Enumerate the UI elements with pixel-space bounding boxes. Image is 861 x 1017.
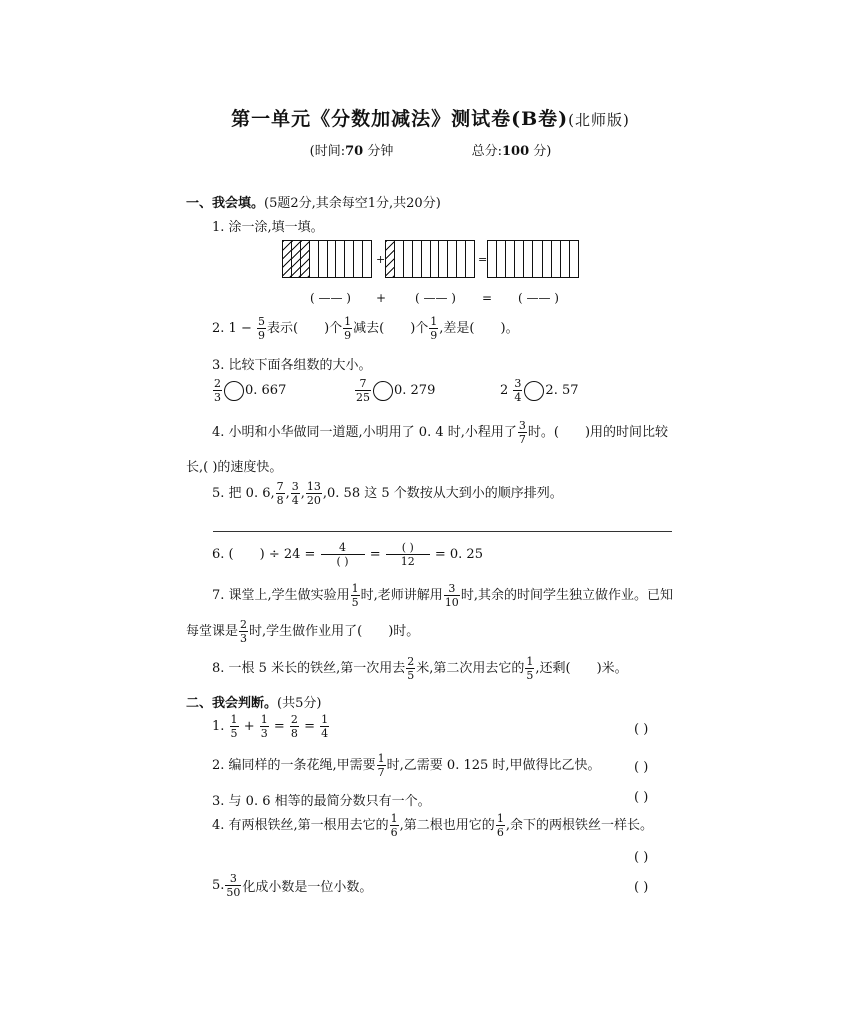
answer-blank-mid[interactable]: ( —— ) [415,291,456,305]
judge-3-text: 3. 与 0. 6 相等的最简分数只有一个。 [212,794,431,809]
empty-cell[interactable] [345,241,354,277]
empty-cell[interactable] [533,241,542,277]
denominator: 8 [290,727,298,740]
judge-2-answer[interactable]: ( ) [634,760,649,775]
q2-text: ,差是( [439,321,475,336]
fraction [513,378,522,403]
numerator: 3 [514,377,522,390]
compare-value-b: 0. 279 [394,383,436,398]
q6-text: ) ÷ 24 = [259,547,316,562]
numerator: 3 [518,419,526,432]
numerator: 5 [257,315,265,328]
numerator: 1 [260,713,268,726]
time-value: 70 [345,144,364,159]
numerator: 1 [351,582,359,595]
fraction [276,481,285,506]
numerator: 1 [526,655,534,668]
empty-cell[interactable] [354,241,363,277]
empty-cell[interactable] [422,241,431,277]
fraction [355,378,371,403]
denominator: 5 [407,669,415,682]
judge-4-answer[interactable]: ( ) [634,850,649,865]
numerator: 13 [306,480,321,493]
equals-sign: = [304,719,315,734]
denominator: 25 [356,391,370,404]
compare-value-a: 0. 667 [245,383,287,398]
numerator: 1 [496,812,504,825]
empty-cell[interactable] [328,241,337,277]
j4-text: ,第二根也用它的 [399,818,495,833]
question-5: 5. 把 0. 6, $\frac{7}{8}$ , $\frac{3}{4}$ , $\frac{13}{20}$ ,0. 58 这 5 个数按从大到小的顺序排列。 [212,480,563,507]
title-edition: (北师版) [568,111,630,129]
fraction [290,714,299,739]
numerator: 2 [407,655,415,668]
judge-1-answer[interactable]: ( ) [634,722,649,737]
mixed-whole: 2 [500,383,509,398]
numerator: 2 [240,618,248,631]
section-1-note: (5题2分,其余每空1分,共20分) [264,196,441,211]
fraction [257,316,266,341]
denominator: 5 [526,669,534,682]
answer-blank-left[interactable]: ( —— ) [310,291,351,305]
denominator: 7 [518,433,526,446]
fraction [496,813,505,838]
denominator: 4 [291,494,299,507]
denominator: 7 [377,766,385,779]
time-label: (时间: [309,144,346,159]
q8-text: )米。 [596,661,628,676]
fraction [320,714,329,739]
compare-circle-b[interactable] [373,381,393,401]
section-1-heading [186,192,441,211]
judge-3-answer[interactable]: ( ) [634,790,649,805]
question-2 [212,316,519,341]
fraction [260,714,269,739]
question-7-line-1 [212,583,673,608]
q2-text: 减去( [353,321,385,336]
plus-sign: + [376,253,386,266]
j2-text: 2. 编同样的一条花绳,甲需要 [212,758,376,773]
denominator: 6 [390,826,398,839]
numerator: 1 [344,315,352,328]
q4-text: 4. 小明和小华做同一道题,小明用了 0. 4 时,小程用了 [212,425,517,440]
denominator-blank[interactable]: ( ) [336,555,349,568]
q2-prefix: 2. 1 − [212,321,252,336]
section-1-title: 一、我会填。 [186,196,265,211]
fraction [239,619,248,644]
empty-cell[interactable] [524,241,533,277]
fraction [444,583,460,608]
fraction-bar-2[interactable] [385,240,475,278]
q7-text: 7. 课堂上,学生做实验用 [212,588,350,603]
equals-sign: = [273,719,285,734]
denominator: 12 [400,555,415,568]
denominator: 10 [444,596,459,609]
question-4-line-2[interactable]: 长,( )的速度快。 [186,460,283,475]
q7-text: 每堂课是 [186,624,239,639]
judge-4 [212,813,653,838]
fraction [213,378,222,403]
numerator: 1 [390,812,398,825]
denominator: 9 [257,329,265,342]
denominator: 4 [321,727,329,740]
q4-text: )用的时间比较 [584,425,669,440]
j1-prefix: 1. [212,719,225,734]
judge-2 [212,753,601,778]
q8-text: ,还剩( [535,661,571,676]
numerator: 2 [214,377,221,390]
numerator: 1 [430,315,438,328]
empty-cell[interactable] [561,241,570,277]
empty-cell[interactable] [552,241,561,277]
question-4-line-1 [212,420,668,445]
empty-cell[interactable] [310,241,319,277]
compare-value-c: 2. 57 [545,383,579,398]
q7-text: 时,学生做作业用了( [249,624,363,639]
time-unit: 分钟 [367,144,394,159]
equals-sign: = [369,547,381,562]
empty-cell[interactable] [319,241,328,277]
numerator: 1 [321,713,329,726]
empty-cell[interactable] [570,241,578,277]
q7-text: )时。 [388,624,420,639]
q8-text: 米,第二次用去它的 [416,661,525,676]
q8-text: 8. 一根 5 米长的铁丝,第一次用去 [212,661,406,676]
numerator-blank[interactable]: ( ) [386,542,430,555]
numerator: 1 [230,713,238,726]
question-1-text: 1. 涂一涂,填一填。 [212,220,324,235]
compare-circle-a[interactable] [224,381,244,401]
q6-text: = 0. 25 [434,547,483,562]
shaded-cell[interactable] [292,241,301,277]
empty-cell[interactable] [336,241,345,277]
empty-cell[interactable] [515,241,524,277]
shaded-cell[interactable] [386,241,395,277]
fraction [386,542,430,567]
numerator: 4 [321,542,365,555]
question-8 [212,656,628,681]
q7-text: 时,其余的时间学生独立做作业。已知 [460,588,673,603]
fraction [525,656,534,681]
fraction-bar-3[interactable] [487,240,579,278]
denominator: 9 [344,329,352,342]
compare-b [354,378,435,403]
fraction [343,316,352,341]
denominator: 20 [306,494,321,507]
fraction [230,714,239,739]
denominator: 5 [351,596,359,609]
score-label: 总分: [471,144,502,159]
shaded-cell[interactable] [283,241,292,277]
compare-circle-c[interactable] [524,381,544,401]
fraction [429,316,438,341]
q7-text: 时,老师讲解用 [360,588,443,603]
empty-cell[interactable] [466,241,474,277]
compare-c [500,378,579,403]
page-title [0,104,861,131]
fraction [518,420,527,445]
label-equals: = [482,291,493,305]
exam-info [0,140,861,159]
fraction [321,542,365,567]
empty-cell[interactable] [543,241,552,277]
j4-text: 4. 有两根铁丝,第一根用去它的 [212,818,389,833]
section-2-title: 二、我会判断。 [186,696,278,711]
empty-cell[interactable] [457,241,466,277]
judge-5 [212,873,372,898]
empty-cell[interactable] [439,241,448,277]
answer-blank-right[interactable]: ( —— ) [518,291,559,305]
j5-text: 化成小数是一位小数。 [242,880,373,895]
j2-text: 时,乙需要 0. 125 时,甲做得比乙快。 [386,758,601,773]
section-2-heading [186,692,321,711]
numerator: 7 [276,480,284,493]
denominator: 3 [260,727,268,740]
q5-text: 5. 把 0. 6, [212,486,275,501]
denominator: 4 [514,391,522,404]
q2-text: )。 [500,321,519,336]
judge-1 [212,714,330,739]
q2-text: 表示( [266,321,299,336]
q2-text: )个 [410,321,429,336]
numerator: 3 [225,873,241,886]
numerator: 2 [290,713,298,726]
title-main: 第一单元《分数加减法》测试卷(B卷) [231,108,569,130]
denominator: 3 [240,632,248,645]
numerator: 1 [377,752,385,765]
numerator: 3 [444,583,460,596]
empty-cell[interactable] [497,241,506,277]
fraction [390,813,399,838]
empty-cell[interactable] [413,241,422,277]
judge-5-answer[interactable]: ( ) [634,880,649,895]
q6-text: 6. ( [212,547,234,562]
fraction [377,753,386,778]
denominator: 5 [230,727,238,740]
fraction [406,656,415,681]
fraction-bar-1[interactable] [282,240,372,278]
section-2-note: (共5分) [277,696,322,711]
score-value: 100 [502,144,530,159]
answer-line[interactable] [213,531,672,532]
q2-text: )个 [324,321,343,336]
empty-cell[interactable] [404,241,413,277]
numerator: 7 [355,378,371,391]
j4-text: ,余下的两根铁丝一样长。 [505,818,653,833]
denominator: 9 [430,329,438,342]
q5-text: ,0. 58 这 5 个数按从大到小的顺序排列。 [322,486,563,501]
empty-cell[interactable] [363,241,371,277]
denominator: 3 [214,391,221,404]
question-6 [212,542,483,567]
denominator: 50 [226,886,241,899]
fraction [351,583,360,608]
fraction [291,481,300,506]
empty-cell[interactable] [448,241,457,277]
question-7-line-2 [186,619,419,644]
fraction [306,481,322,506]
empty-cell[interactable] [395,241,404,277]
denominator: 8 [276,494,284,507]
q4-text: 时。( [527,425,559,440]
plus-sign: + [243,719,255,734]
empty-cell[interactable] [506,241,515,277]
fraction [225,873,241,898]
score-unit: 分) [533,144,552,159]
j5-prefix: 5. [212,878,225,893]
denominator: 6 [496,826,504,839]
empty-cell[interactable] [431,241,440,277]
empty-cell[interactable] [488,241,497,277]
equals-sign: = [478,253,488,266]
numerator: 3 [291,480,299,493]
shaded-cell[interactable] [301,241,310,277]
compare-a [212,378,286,403]
question-3-text: 3. 比较下面各组数的大小。 [212,358,372,373]
label-plus: + [376,291,387,305]
